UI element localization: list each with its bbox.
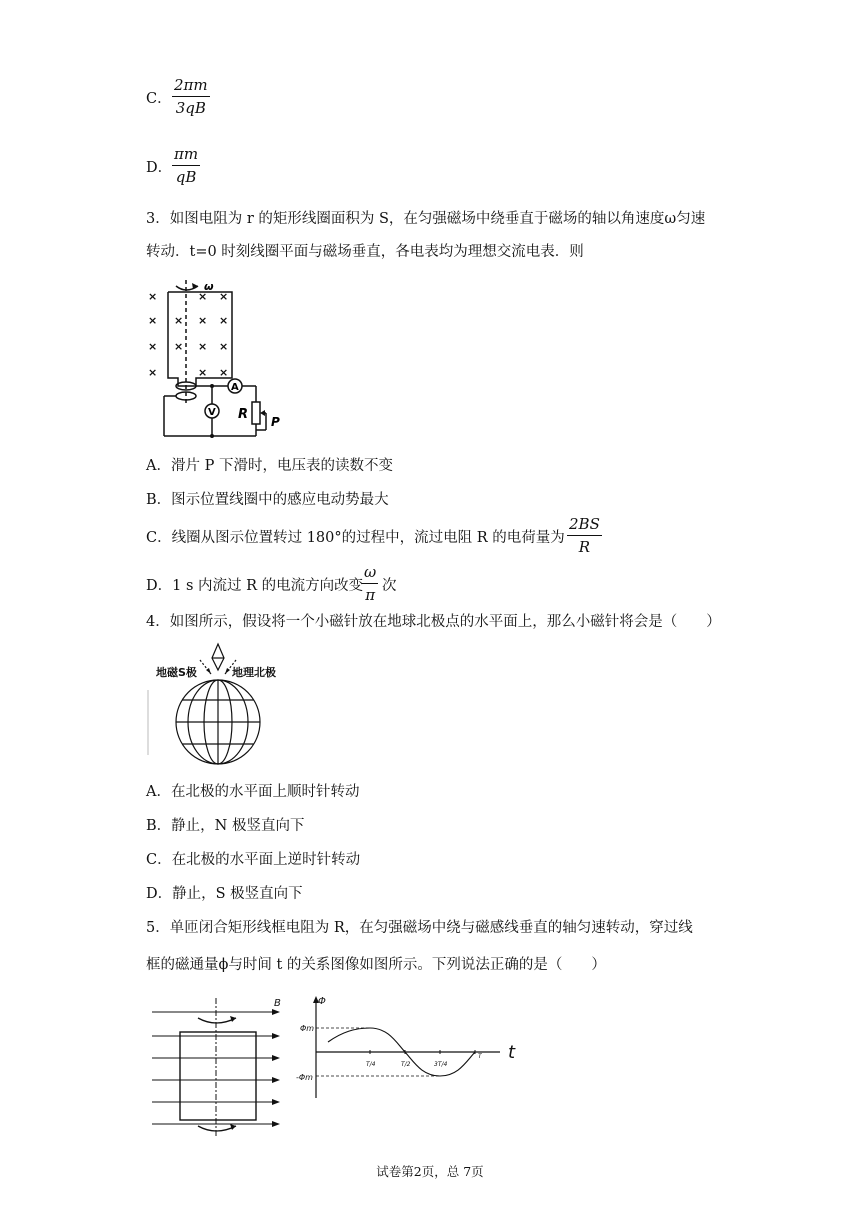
fraction-denominator: R (578, 538, 591, 556)
slider-label: P (271, 415, 280, 429)
omega-label: ω (204, 280, 214, 293)
q3-option-d-suffix: 次 (382, 578, 397, 594)
graph-y-max-label: Φm (300, 1024, 315, 1033)
q2-option-d-fraction (172, 145, 200, 186)
q3-option-d-fraction (362, 563, 378, 604)
q3-option-a: A．滑片 P 下滑时，电压表的读数不变 (146, 458, 393, 474)
q3-option-b: B．图示位置线圈中的感应电动势最大 (146, 492, 389, 508)
svg-text:×: × (219, 290, 229, 303)
q3-option-c-fraction (567, 515, 602, 556)
q3-option-c-text: C．线圈从图示位置转过 180°的过程中，流过电阻 R 的电荷量为 (146, 530, 565, 546)
fraction-numerator: πm (172, 145, 200, 166)
svg-text:×: × (219, 314, 229, 327)
svg-text:×: × (174, 340, 184, 353)
q3-circuit-figure (140, 278, 290, 443)
graph-tick-full: T (478, 1053, 482, 1060)
q5-flux-time-graph (296, 994, 530, 1104)
q4-stem: 4．如图所示，假设将一个小磁针放在地球北极点的水平面上，那么小磁针将会是（ ） (146, 614, 721, 630)
fraction-numerator: 2πm (172, 76, 210, 97)
q5-stem-line2: 框的磁通量ϕ与时间 t 的关系图像如图所示。下列说法正确的是（ ） (146, 957, 606, 973)
graph-x-axis-label: t (508, 1042, 516, 1063)
fraction-denominator: 3qB (175, 99, 206, 117)
q3-option-d-text: D．1 s 内流过 R 的电流方向改变 (146, 578, 364, 594)
fraction-denominator: qB (175, 168, 197, 186)
fraction-numerator: ω (362, 563, 378, 584)
svg-text:×: × (148, 366, 158, 379)
resistor-label: R (238, 407, 249, 422)
q4-option-d: D．静止，S 极竖直向下 (146, 886, 303, 902)
graph-tick-half: T/2 (401, 1061, 411, 1068)
svg-text:×: × (198, 366, 208, 379)
svg-text:×: × (198, 290, 208, 303)
q3-stem-line1: 3．如图电阻为 r 的矩形线圈面积为 S，在匀强磁场中绕垂直于磁场的轴以角速度ω匀速 (146, 211, 706, 227)
q5-stem-line1: 5．单匝闭合矩形线框电阻为 R，在匀强磁场中绕与磁感线垂直的轴匀速转动，穿过线 (146, 920, 693, 936)
svg-text:×: × (148, 290, 158, 303)
page-footer: 试卷第2页，总 7页 (376, 1164, 484, 1179)
graph-y-axis-label: Φ (318, 996, 326, 1007)
svg-text:×: × (148, 340, 158, 353)
q2-option-c-fraction (172, 76, 210, 117)
geographic-north-pole-label: 地理北极 (232, 666, 276, 679)
q4-option-a: A．在北极的水平面上顺时针转动 (146, 784, 360, 800)
fraction-denominator: π (365, 586, 376, 604)
graph-tick-quarter: T/4 (366, 1061, 376, 1068)
field-b-label: B (274, 998, 281, 1009)
fraction-numerator: 2BS (567, 515, 602, 536)
svg-text:×: × (174, 314, 184, 327)
q2-option-d-label: D． (146, 160, 173, 176)
q5-rotating-frame-figure (148, 998, 298, 1138)
svg-text:×: × (198, 340, 208, 353)
svg-text:×: × (198, 314, 208, 327)
q2-option-c-label: C． (146, 91, 172, 107)
voltmeter-label: V (208, 407, 216, 418)
q4-globe-figure (148, 640, 298, 765)
graph-y-min-label: -Φm (296, 1073, 313, 1082)
graph-tick-three-quarter: 3T/4 (434, 1061, 448, 1068)
svg-text:×: × (219, 366, 229, 379)
ammeter-label: A (231, 382, 239, 393)
geomagnetic-s-pole-label: 地磁S极 (156, 666, 197, 679)
svg-text:×: × (219, 340, 229, 353)
q3-stem-line2: 转动．t=0 时刻线圈平面与磁场垂直，各电表均为理想交流电表．则 (146, 244, 584, 260)
q4-option-b: B．静止，N 极竖直向下 (146, 818, 305, 834)
svg-text:×: × (148, 314, 158, 327)
q4-option-c: C．在北极的水平面上逆时针转动 (146, 852, 361, 868)
q3-option-c (146, 528, 565, 548)
